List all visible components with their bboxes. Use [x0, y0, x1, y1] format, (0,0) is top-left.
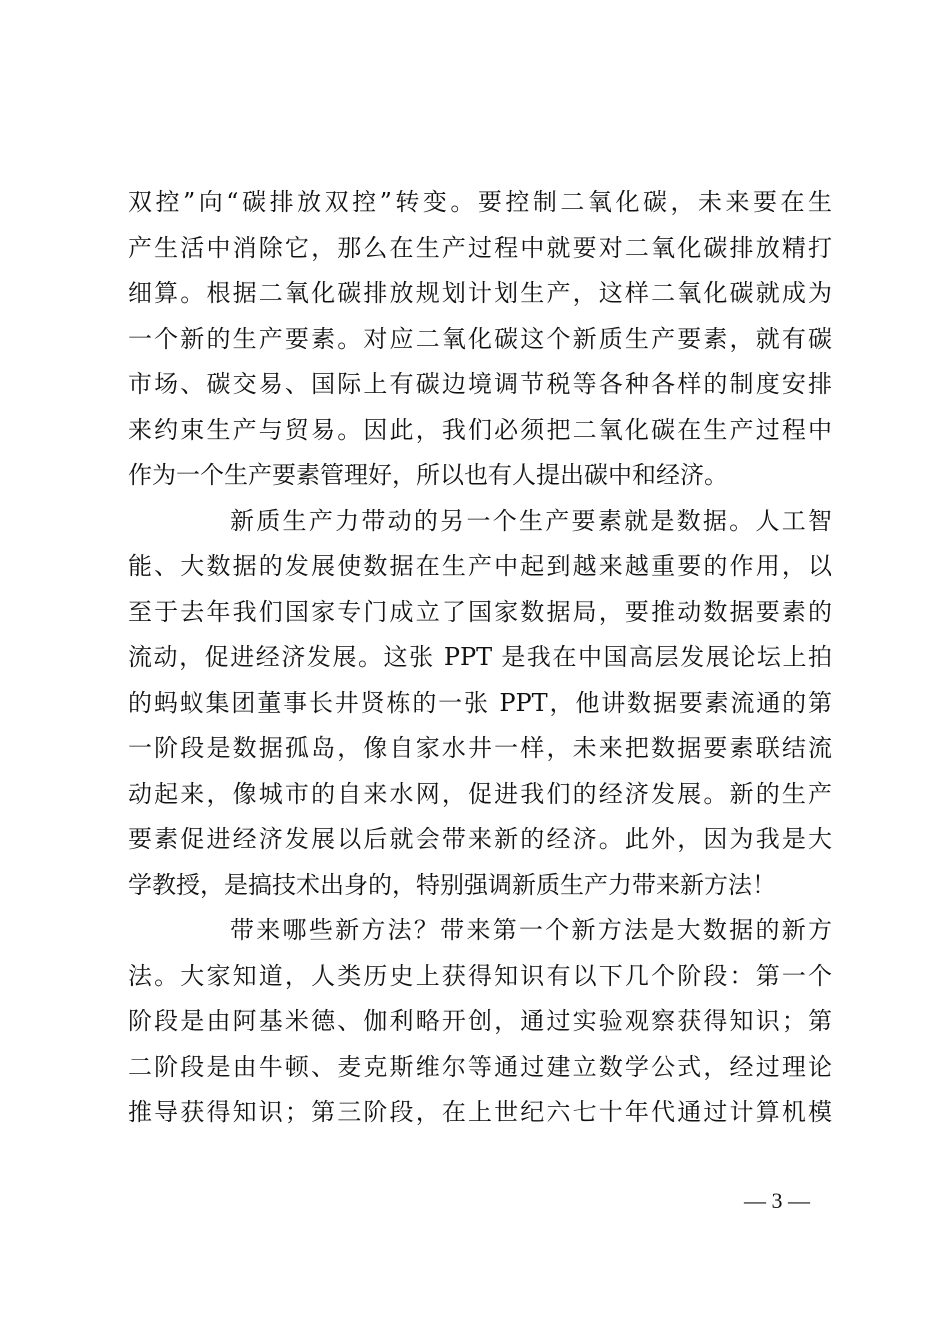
text-line: 推导获得知识；第三阶段，在上世纪六七十年代通过计算机模 [128, 1098, 832, 1126]
text-line: 新质生产力带动的另一个生产要素就是数据。人工智 [230, 506, 832, 535]
page-number: — 3 — [744, 1188, 810, 1213]
text-line: 作为一个生产要素管理好，所以也有人提出碳中和经济。 [128, 461, 728, 489]
paragraph [128, 908, 832, 1136]
text-line: 二阶段是由牛顿、麦克斯维尔等通过建立数学公式，经过理论 [128, 1052, 832, 1081]
text-line: 学教授，是搞技术出身的，特别强调新质生产力带来新方法！ [128, 870, 776, 899]
text-line: 能、大数据的发展使数据在生产中起到越来越重要的作用，以 [128, 552, 832, 580]
text-line: 法。大家知道，人类历史上获得知识有以下几个阶段：第一个 [128, 961, 832, 990]
text-line: 细算。根据二氧化碳排放规划计划生产，这样二氧化碳就成为 [128, 279, 832, 307]
text-line: 产生活中消除它，那么在生产过程中就要对二氧化碳排放精打 [128, 233, 832, 262]
text-line: 的蚂蚁集团董事长井贤栋的一张 PPT，他讲数据要素流通的第 [128, 688, 832, 717]
text-line: 一个新的生产要素。对应二氧化碳这个新质生产要素，就有碳 [128, 324, 832, 353]
text-line: 一阶段是数据孤岛，像自家水井一样，未来把数据要素联结流 [128, 734, 832, 762]
text-line: 要素促进经济发展以后就会带来新的经济。此外，因为我是大 [128, 825, 832, 853]
text-line: 至于去年我们国家专门成立了国家数据局，要推动数据要素的 [128, 597, 832, 626]
paragraph [128, 180, 832, 499]
paragraph [128, 499, 832, 909]
text-line: 流动，促进经济发展。这张 PPT 是我在中国高层发展论坛上拍 [128, 643, 832, 671]
text-line: 来约束生产与贸易。因此，我们必须把二氧化碳在生产过程中 [128, 415, 832, 444]
text-line: 双控”向“碳排放双控”转变。要控制二氧化碳，未来要在生 [128, 188, 832, 216]
text-line: 动起来，像城市的自来水网，促进我们的经济发展。新的生产 [128, 779, 832, 808]
text-line: 带来哪些新方法？带来第一个新方法是大数据的新方 [230, 916, 832, 944]
text-line: 市场、碳交易、国际上有碳边境调节税等各种各样的制度安排 [128, 370, 832, 398]
text-line: 阶段是由阿基米德、伽利略开创，通过实验观察获得知识；第 [128, 1007, 832, 1035]
body-text [128, 180, 832, 1136]
